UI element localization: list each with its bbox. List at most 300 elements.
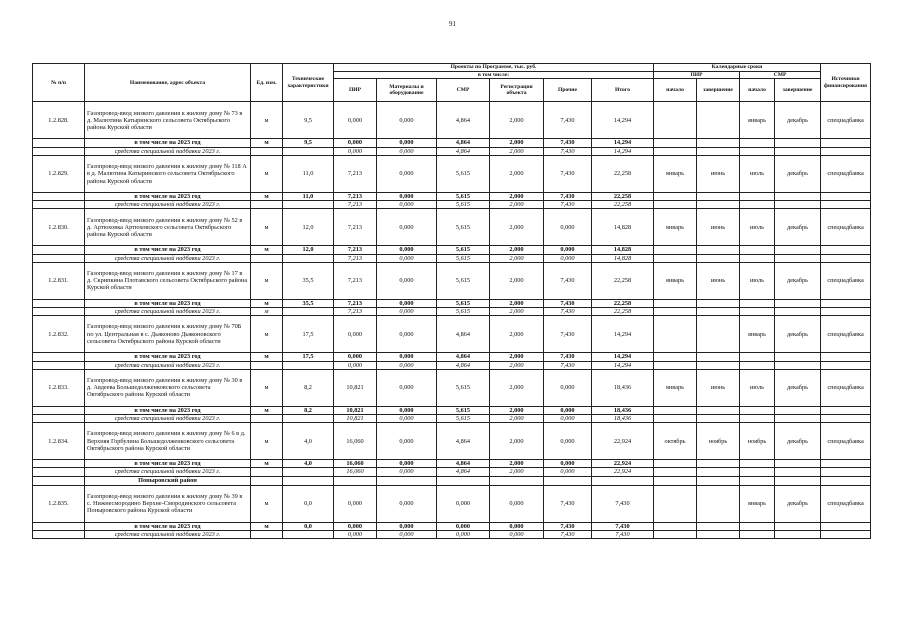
subtotal-row [33,246,871,254]
pir-start-cell [654,102,697,139]
other-cell: 0,000 [544,209,592,246]
mat-cell: 0,000 [377,316,437,353]
unit-cell: м [251,406,283,414]
header-total: Итого [592,79,654,102]
total-cell: 14,828 [592,254,654,262]
cell-blank [821,299,871,307]
unit-cell [251,147,283,155]
pir-start-cell: январь [654,262,697,299]
district-row [33,476,871,485]
smr-start-cell: июль [740,155,775,192]
mat-cell: 0,000 [377,530,437,538]
object-name: Газопровод-ввод низкого давления к жилому дому № 70Б по ул. Центральная в с. Дьяконово Дьяконовского сельсовета Октябрьского района Курской области [85,316,251,353]
unit-cell: м [251,353,283,361]
cell-blank [697,192,740,200]
reg-cell: 2,000 [490,147,544,155]
cell-blank [33,522,85,530]
tech-cell [283,147,334,155]
smr-cell: 5,615 [437,415,490,423]
cell-blank [697,353,740,361]
cell-blank [775,460,821,468]
header-materials: Материалы и оборудование [377,79,437,102]
reg-cell: 2,000 [490,192,544,200]
cell-blank [821,308,871,316]
cell-blank [821,139,871,147]
smr-end-cell: декабрь [775,485,821,522]
cell-blank [33,308,85,316]
other-cell: 7,430 [544,201,592,209]
row-number: 1.2.834. [33,423,85,460]
source-cell: спецнадбавка [821,485,871,522]
row-number: 1.2.829. [33,155,85,192]
cell-blank [251,476,283,485]
tech-cell: 11,0 [283,155,334,192]
cell-blank [33,476,85,485]
smr-cell: 5,615 [437,209,490,246]
mat-cell: 0,000 [377,369,437,406]
reg-cell: 2,000 [490,460,544,468]
pir-cell: 7,213 [334,246,377,254]
smr-cell: 4,864 [437,460,490,468]
funding-label: средства специальной надбавки 2023 г. [85,530,251,538]
reg-cell: 2,000 [490,369,544,406]
cell-blank [775,522,821,530]
pir-cell: 16,060 [334,468,377,476]
unit-cell: м [251,460,283,468]
subtotal-label: в том числе на 2023 год [85,353,251,361]
unit-cell: м [251,369,283,406]
pir-start-cell: январь [654,369,697,406]
cell-blank [821,460,871,468]
cell-blank [33,406,85,414]
pir-cell: 0,000 [334,353,377,361]
unit-cell [251,530,283,538]
mat-cell: 0,000 [377,139,437,147]
unit-cell: м [251,423,283,460]
header-smr-end: завершение [775,79,821,102]
object-name: Газопровод-ввод низкого давления к жилому дому № 30 в д. Авдеева Большедолженковского сельсовета Октябрьского района Курской области [85,369,251,406]
total-cell: 22,258 [592,155,654,192]
cell-blank [437,476,490,485]
subtotal-row [33,353,871,361]
cell-blank [654,530,697,538]
row-number: 1.2.828. [33,102,85,139]
tech-cell [283,415,334,423]
table-row [33,485,871,522]
table-row [33,262,871,299]
total-cell: 14,828 [592,246,654,254]
row-number: 1.2.835. [33,485,85,522]
tech-cell: 35,5 [283,262,334,299]
other-cell: 7,430 [544,522,592,530]
reg-cell: 2,000 [490,155,544,192]
cell-blank [740,201,775,209]
total-cell: 22,258 [592,201,654,209]
tech-cell [283,254,334,262]
cell-blank [740,406,775,414]
cell-blank [821,468,871,476]
pir-cell: 7,213 [334,209,377,246]
smr-cell: 4,864 [437,147,490,155]
cell-blank [821,530,871,538]
unit-cell: м [251,192,283,200]
mat-cell: 0,000 [377,246,437,254]
total-cell: 22,924 [592,468,654,476]
row-number: 1.2.830. [33,209,85,246]
reg-cell: 2,000 [490,262,544,299]
total-cell: 14,294 [592,316,654,353]
funding-row [33,361,871,369]
subtotal-row [33,299,871,307]
reg-cell: 2,000 [490,246,544,254]
funding-label: средства специальной надбавки 2023 г. [85,308,251,316]
source-cell: спецнадбавка [821,316,871,353]
pir-cell: 16,060 [334,423,377,460]
mat-cell: 0,000 [377,353,437,361]
pir-cell: 0,000 [334,361,377,369]
cell-blank [697,476,740,485]
cell-blank [740,254,775,262]
object-name: Газопровод-ввод низкого давления к жилому дому № 118 А в д. Малютина Катыринского сельсовета Октябрьского района Курской области [85,155,251,192]
reg-cell: 0,000 [490,485,544,522]
cell-blank [775,308,821,316]
cell-blank [775,299,821,307]
cell-blank [697,299,740,307]
total-cell: 7,430 [592,522,654,530]
mat-cell: 0,000 [377,209,437,246]
table-row [33,316,871,353]
cell-blank [740,460,775,468]
cell-blank [740,361,775,369]
cell-blank [654,476,697,485]
other-cell: 0,000 [544,460,592,468]
mat-cell: 0,000 [377,460,437,468]
pir-end-cell [697,485,740,522]
smr-cell: 5,615 [437,299,490,307]
cell-blank [821,415,871,423]
tech-cell: 4,0 [283,423,334,460]
total-cell: 14,828 [592,209,654,246]
pir-cell: 7,213 [334,299,377,307]
cell-blank [654,147,697,155]
cell-blank [775,468,821,476]
cell-blank [775,415,821,423]
other-cell: 7,430 [544,353,592,361]
pir-cell: 7,213 [334,262,377,299]
cell-blank [33,468,85,476]
reg-cell: 2,000 [490,308,544,316]
unit-cell [251,201,283,209]
unit-cell [251,254,283,262]
other-cell: 0,000 [544,254,592,262]
funding-row [33,530,871,538]
table-body [33,102,871,539]
subtotal-row [33,406,871,414]
cell-blank [654,254,697,262]
cell-blank [740,468,775,476]
mat-cell: 0,000 [377,147,437,155]
tech-cell [283,361,334,369]
smr-end-cell: декабрь [775,102,821,139]
smr-cell: 5,615 [437,406,490,414]
cell-blank [697,415,740,423]
cell-blank [821,361,871,369]
cell-blank [775,406,821,414]
total-cell: 18,436 [592,415,654,423]
pir-cell: 0,000 [334,485,377,522]
cell-blank [697,522,740,530]
mat-cell: 0,000 [377,308,437,316]
other-cell: 7,430 [544,155,592,192]
unit-cell: м [251,308,283,316]
cell-blank [33,254,85,262]
funding-label: средства специальной надбавки 2023 г. [85,361,251,369]
funding-label: средства специальной надбавки 2023 г. [85,468,251,476]
unit-cell: м [251,316,283,353]
total-cell: 22,258 [592,192,654,200]
reg-cell: 2,000 [490,361,544,369]
header-unit: Ед. изм. [251,64,283,102]
smr-cell: 5,615 [437,369,490,406]
smr-end-cell: декабрь [775,369,821,406]
table-row [33,369,871,406]
pir-cell: 0,000 [334,522,377,530]
table-row [33,102,871,139]
cell-blank [544,476,592,485]
pir-end-cell: июнь [697,155,740,192]
cell-blank [821,192,871,200]
mat-cell: 0,000 [377,155,437,192]
reg-cell: 2,000 [490,201,544,209]
tech-cell [283,308,334,316]
cell-blank [697,361,740,369]
reg-cell: 2,000 [490,299,544,307]
pir-start-cell [654,485,697,522]
total-cell: 14,294 [592,139,654,147]
cell-blank [740,139,775,147]
pir-cell: 16,060 [334,460,377,468]
smr-cell: 4,864 [437,102,490,139]
cell-blank [740,246,775,254]
cell-blank [775,201,821,209]
mat-cell: 0,000 [377,192,437,200]
total-cell: 18,436 [592,369,654,406]
funding-label: средства специальной надбавки 2023 г. [85,147,251,155]
other-cell: 7,430 [544,102,592,139]
smr-cell: 4,864 [437,139,490,147]
reg-cell: 2,000 [490,316,544,353]
total-cell: 22,258 [592,299,654,307]
table-row [33,155,871,192]
cell-blank [33,415,85,423]
cell-blank [821,147,871,155]
cell-blank [775,246,821,254]
subtotal-label: в том числе на 2023 год [85,406,251,414]
tech-cell: 12,0 [283,209,334,246]
source-cell: спецнадбавка [821,155,871,192]
pir-cell: 7,213 [334,192,377,200]
cell-blank [592,476,654,485]
pir-start-cell: октябрь [654,423,697,460]
tech-cell: 0,0 [283,485,334,522]
other-cell: 7,430 [544,316,592,353]
table-row [33,209,871,246]
pir-start-cell: январь [654,209,697,246]
funding-label: средства специальной надбавки 2023 г. [85,415,251,423]
reg-cell: 2,000 [490,209,544,246]
row-number: 1.2.832. [33,316,85,353]
header-cal-pir: ПИР [654,72,740,79]
total-cell: 18,436 [592,406,654,414]
other-cell: 7,430 [544,308,592,316]
tech-cell: 0,0 [283,522,334,530]
cell-blank [654,415,697,423]
smr-start-cell: июль [740,209,775,246]
cell-blank [775,147,821,155]
funding-row [33,468,871,476]
cell-blank [740,299,775,307]
other-cell: 7,430 [544,361,592,369]
tech-cell [283,530,334,538]
smr-cell: 5,615 [437,254,490,262]
cell-blank [775,254,821,262]
cell-blank [334,476,377,485]
cell-blank [821,406,871,414]
pir-cell: 0,000 [334,530,377,538]
reg-cell: 2,000 [490,254,544,262]
smr-cell: 5,615 [437,155,490,192]
unit-cell [251,468,283,476]
tech-cell: 9,5 [283,102,334,139]
smr-end-cell: декабрь [775,155,821,192]
object-name: Газопровод-ввод низкого давления к жилому дому № 52 в д. Артюховка Артюховского сельсовета Октябрьского района Курской области [85,209,251,246]
funding-row [33,201,871,209]
mat-cell: 0,000 [377,201,437,209]
other-cell: 0,000 [544,468,592,476]
pir-end-cell: июнь [697,262,740,299]
other-cell: 7,430 [544,485,592,522]
total-cell: 22,258 [592,262,654,299]
pir-cell: 0,000 [334,147,377,155]
subtotal-label: в том числе на 2023 год [85,460,251,468]
cell-blank [697,460,740,468]
smr-cell: 5,615 [437,192,490,200]
total-cell: 7,430 [592,485,654,522]
cell-blank [654,139,697,147]
smr-cell: 4,864 [437,361,490,369]
cell-blank [775,353,821,361]
header-projects: Проекты по Программе, тыс. руб. [334,64,654,72]
total-cell: 22,924 [592,460,654,468]
object-name: Газопровод-ввод низкого давления к жилому дому № 17 в д. Скрипкина Плотавского сельсовета Октябрьского района Курской области [85,262,251,299]
subtotal-row [33,192,871,200]
cell-blank [490,476,544,485]
source-cell: спецнадбавка [821,102,871,139]
smr-start-cell: ноябрь [740,423,775,460]
tech-cell: 17,5 [283,353,334,361]
smr-cell: 4,864 [437,423,490,460]
cell-blank [33,192,85,200]
cell-blank [654,522,697,530]
funding-row [33,147,871,155]
program-table [32,63,871,539]
reg-cell: 2,000 [490,415,544,423]
cell-blank [740,522,775,530]
cell-blank [33,139,85,147]
unit-cell: м [251,209,283,246]
tech-cell: 9,5 [283,139,334,147]
subtotal-label: в том числе на 2023 год [85,139,251,147]
other-cell: 7,430 [544,139,592,147]
cell-blank [821,522,871,530]
source-cell: спецнадбавка [821,423,871,460]
header-smr: СМР [437,79,490,102]
other-cell: 7,430 [544,299,592,307]
cell-blank [821,201,871,209]
other-cell: 0,000 [544,369,592,406]
cell-blank [775,139,821,147]
cell-blank [33,361,85,369]
smr-cell: 4,864 [437,316,490,353]
cell-blank [697,201,740,209]
pir-cell: 7,213 [334,155,377,192]
other-cell: 0,000 [544,423,592,460]
mat-cell: 0,000 [377,102,437,139]
source-cell: спецнадбавка [821,209,871,246]
other-cell: 0,000 [544,415,592,423]
unit-cell: м [251,155,283,192]
subtotal-label: в том числе на 2023 год [85,192,251,200]
smr-start-cell: июль [740,262,775,299]
subtotal-label: в том числе на 2023 год [85,299,251,307]
unit-cell: м [251,299,283,307]
funding-row [33,254,871,262]
pir-cell: 0,000 [334,102,377,139]
total-cell: 7,430 [592,530,654,538]
cell-blank [775,476,821,485]
reg-cell: 2,000 [490,102,544,139]
cell-blank [697,139,740,147]
total-cell: 14,294 [592,147,654,155]
funding-label: средства специальной надбавки 2023 г. [85,201,251,209]
total-cell: 14,294 [592,361,654,369]
pir-end-cell: июнь [697,369,740,406]
smr-cell: 5,615 [437,308,490,316]
source-cell: спецнадбавка [821,262,871,299]
smr-cell: 0,000 [437,522,490,530]
cell-blank [697,308,740,316]
cell-blank [33,246,85,254]
cell-blank [33,201,85,209]
reg-cell: 2,000 [490,406,544,414]
smr-cell: 5,615 [437,201,490,209]
mat-cell: 0,000 [377,406,437,414]
header-pir: ПИР [334,79,377,102]
header-pir-start: начало [654,79,697,102]
tech-cell [283,201,334,209]
other-cell: 0,000 [544,246,592,254]
cell-blank [740,192,775,200]
subtotal-row [33,522,871,530]
mat-cell: 0,000 [377,361,437,369]
pir-cell: 10,821 [334,406,377,414]
tech-cell: 8,2 [283,406,334,414]
cell-blank [654,299,697,307]
smr-start-cell: январь [740,485,775,522]
subtotal-label: в том числе на 2023 год [85,522,251,530]
smr-cell: 5,615 [437,262,490,299]
other-cell: 7,430 [544,192,592,200]
